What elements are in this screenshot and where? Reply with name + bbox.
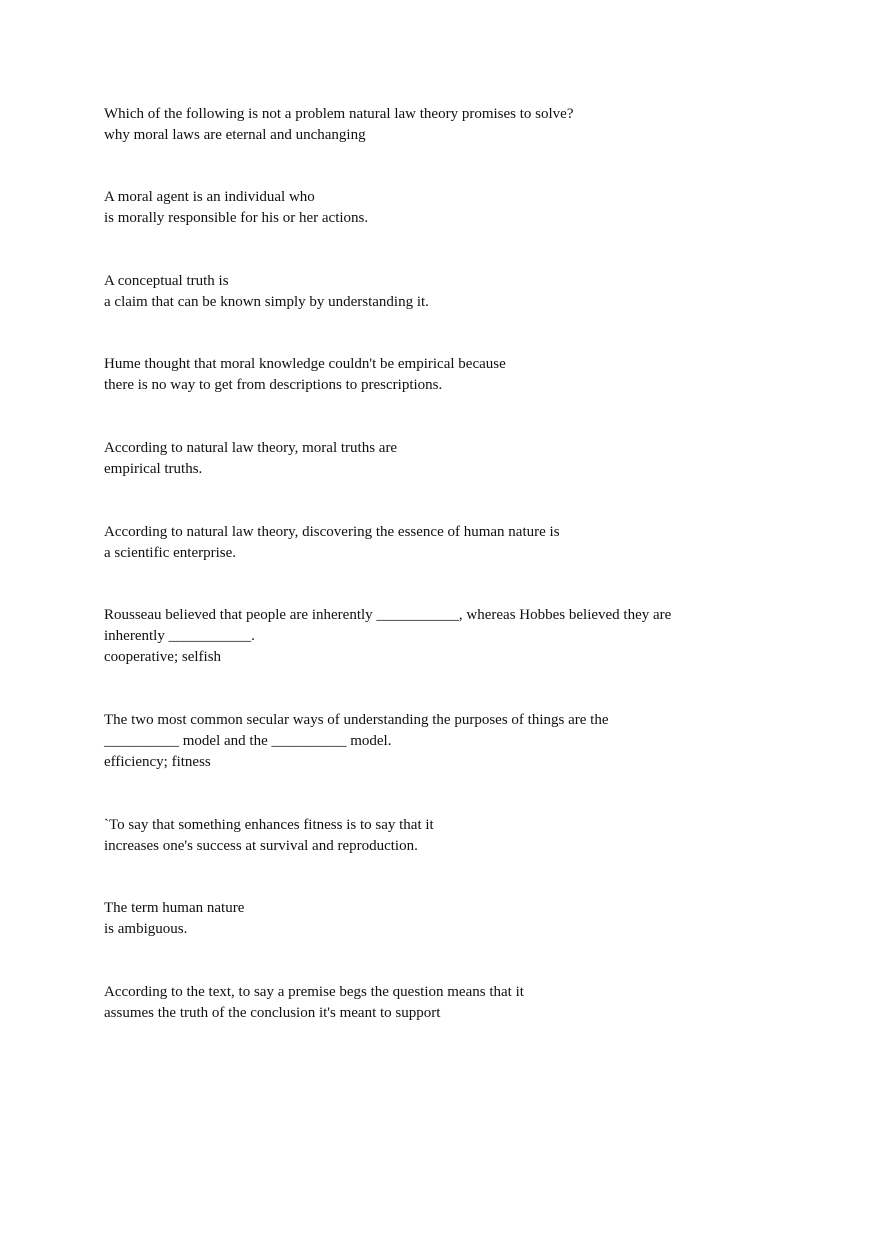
question-text: Hume thought that moral knowledge couldn't be empirical because (104, 356, 506, 372)
qa-item-11 (104, 982, 804, 1024)
qa-item-2 (104, 187, 804, 229)
question-text: A conceptual truth is (104, 273, 229, 289)
question-text-line-1: The two most common secular ways of understanding the purposes of things are the (104, 712, 609, 728)
question-text: Which of the following is not a problem natural law theory promises to solve? (104, 106, 574, 122)
answer-text: increases one's success at survival and reproduction. (104, 838, 418, 854)
answer-text: cooperative; selfish (104, 649, 222, 665)
question-text-line-1: Rousseau believed that people are inherently ___________, whereas Hobbes believed they are (104, 607, 672, 623)
qa-item-5 (104, 438, 804, 480)
qa-item-3 (104, 271, 804, 313)
question-text: A moral agent is an individual who (104, 189, 315, 205)
answer-text: there is no way to get from descriptions to prescriptions. (104, 377, 443, 393)
qa-item-10 (104, 898, 804, 940)
answer-text: is morally responsible for his or her actions. (104, 210, 369, 226)
qa-item-9 (104, 815, 804, 857)
question-text: `To say that something enhances fitness is to say that it (104, 817, 434, 833)
qa-item-8 (104, 710, 804, 773)
question-text: The term human nature (104, 900, 245, 916)
question-text-line-2: __________ model and the __________ model. (104, 733, 392, 749)
answer-text: is ambiguous. (104, 921, 188, 937)
qa-item-7 (104, 605, 804, 668)
question-text: According to natural law theory, moral truths are (104, 440, 398, 456)
answer-text: efficiency; fitness (104, 754, 211, 770)
answer-text: why moral laws are eternal and unchanging (104, 127, 366, 143)
answer-text: empirical truths. (104, 461, 203, 477)
answer-text: a claim that can be known simply by understanding it. (104, 294, 429, 310)
question-text: According to the text, to say a premise begs the question means that it (104, 984, 524, 1000)
qa-item-1 (104, 104, 804, 146)
question-text: According to natural law theory, discovering the essence of human nature is (104, 524, 560, 540)
qa-item-4 (104, 354, 804, 396)
answer-text: assumes the truth of the conclusion it's meant to support (104, 1005, 441, 1021)
answer-text: a scientific enterprise. (104, 545, 237, 561)
qa-item-6 (104, 522, 804, 564)
question-text-line-2: inherently ___________. (104, 628, 255, 644)
